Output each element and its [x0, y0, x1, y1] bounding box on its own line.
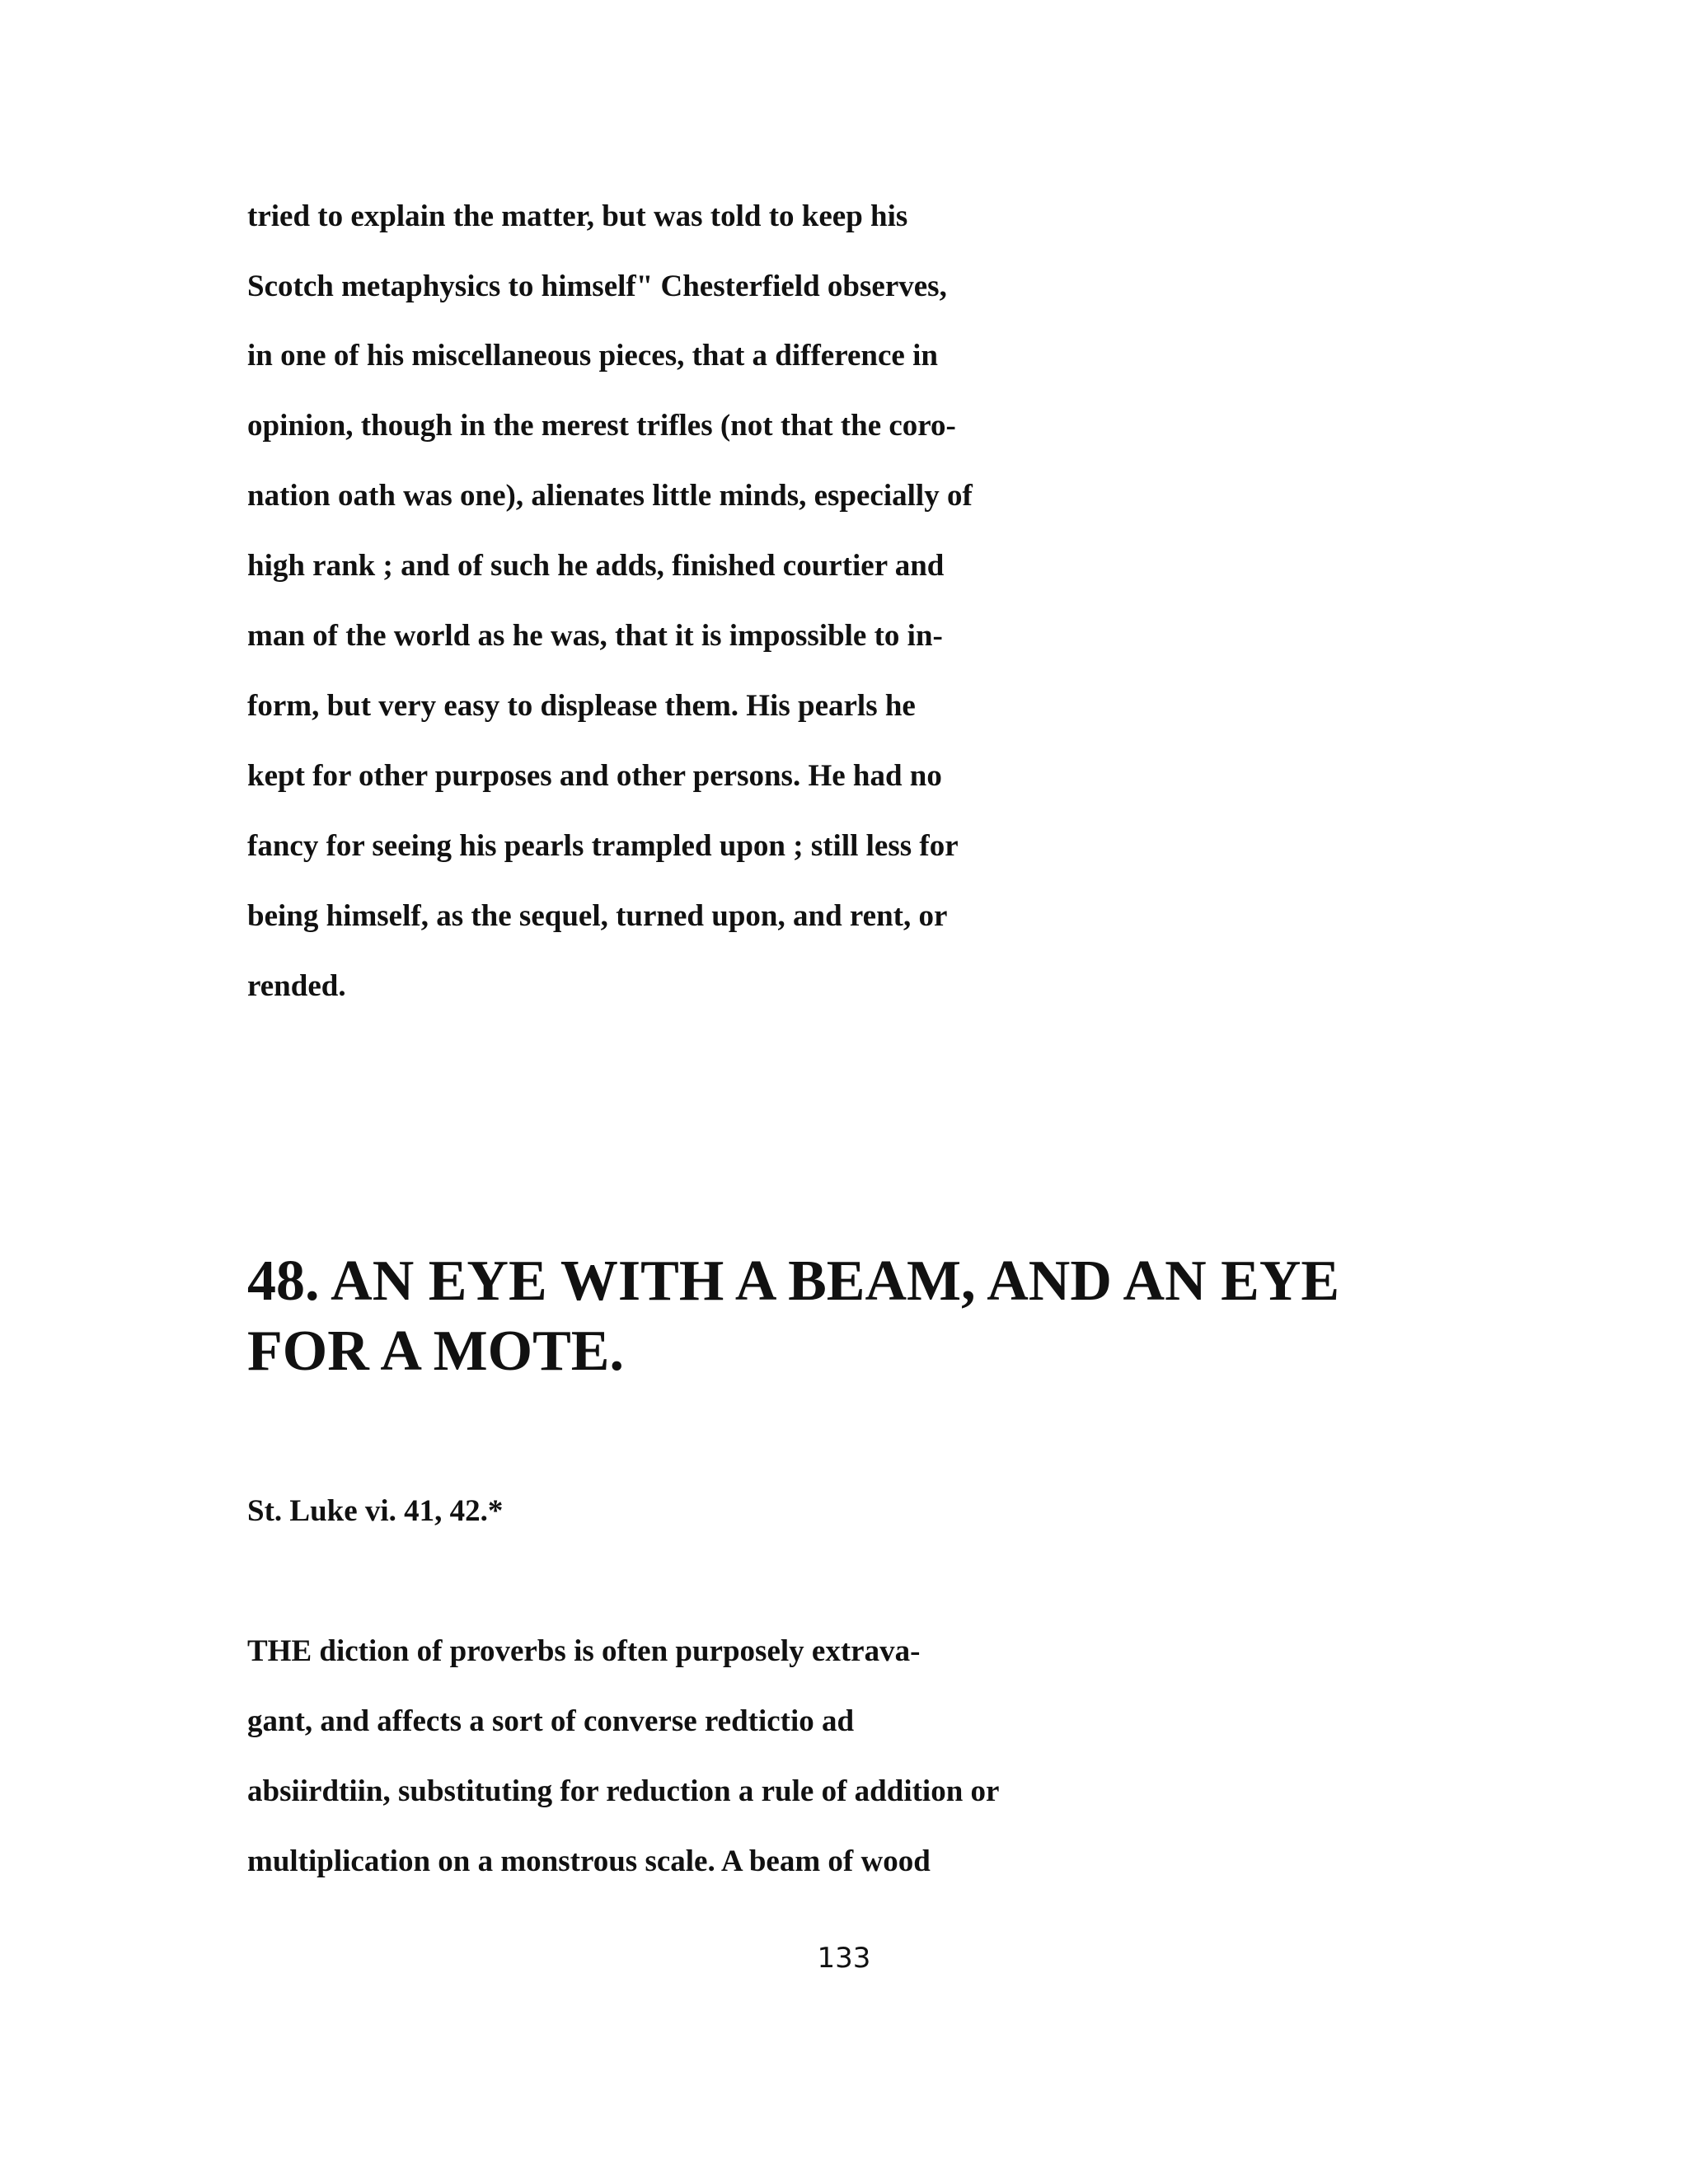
page-number: 133 [817, 1942, 871, 1975]
body-text-line: being himself, as the sequel, turned upon, and rent, or [247, 899, 948, 933]
body-text-line: tried to explain the matter, but was told to keep his [247, 199, 908, 233]
chapter-title-line: 48. AN EYE WITH A BEAM, AND AN EYE [247, 1249, 1340, 1313]
body-text-line: fancy for seeing his pearls trampled upon ; still less for [247, 829, 959, 863]
body-text-line: form, but very easy to displease them. His pearls he [247, 689, 916, 723]
body-text-line: in one of his miscellaneous pieces, that a difference in [247, 339, 938, 373]
body-text-line: gant, and affects a sort of converse redtictio ad [247, 1704, 855, 1738]
body-text-line: THE diction of proverbs is often purposely extrava- [247, 1634, 921, 1668]
scripture-reference: St. Luke vi. 41, 42.* [247, 1494, 504, 1528]
body-text-line: high rank ; and of such he adds, finished courtier and [247, 549, 945, 583]
chapter-title-line: FOR A MOTE. [247, 1319, 624, 1383]
body-text-line: opinion, though in the merest trifles (not that the coro- [247, 409, 956, 443]
body-text-line: kept for other purposes and other persons. He had no [247, 759, 942, 793]
body-text-line: Scotch metaphysics to himself" Chesterfield observes, [247, 269, 947, 303]
body-text-line: man of the world as he was, that it is impossible to in- [247, 619, 943, 653]
body-text-line: nation oath was one), alienates little minds, especially of [247, 479, 973, 513]
body-text-line: rended. [247, 969, 346, 1003]
body-text-line: absiirdtiin, substituting for reduction a rule of addition or [247, 1774, 1000, 1808]
body-text-line: multiplication on a monstrous scale. A beam of wood [247, 1844, 931, 1878]
